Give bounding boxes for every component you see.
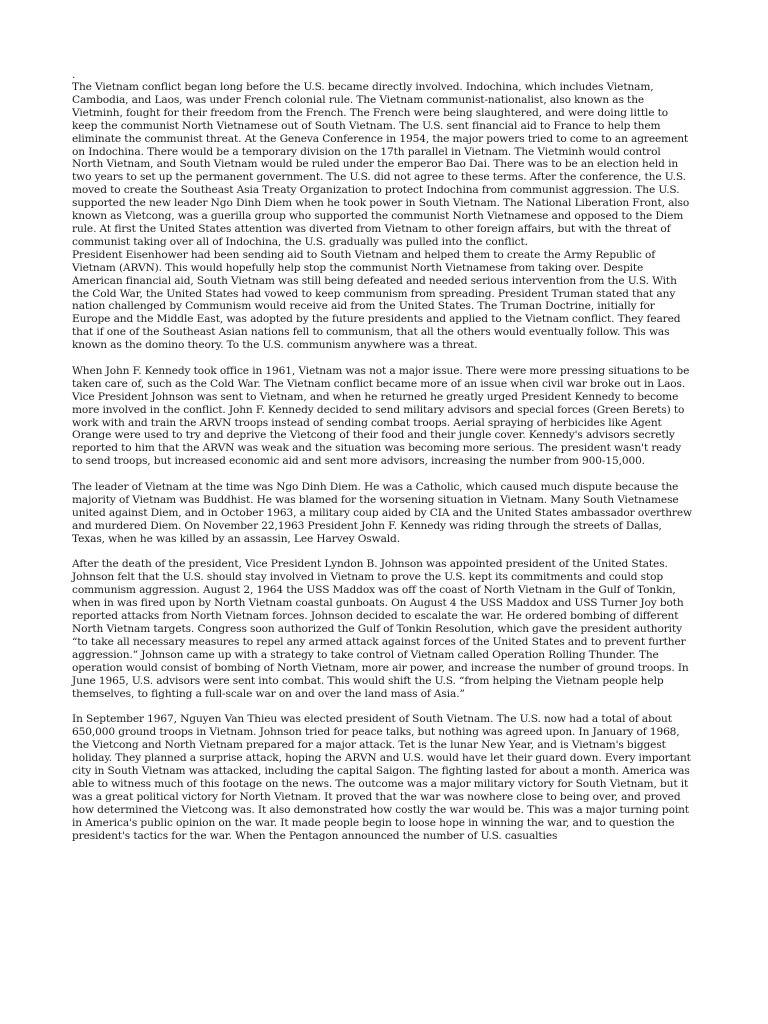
paragraph-ngo-dinh-diem: The leader of Vietnam at the time was Ngo Dinh Diem. He was a Catholic, which caused much dispute because the majority of Vietnam was Buddhist. He was blamed for the worsening situation in Vietnam. Many South Vietnamese united against Diem, and in October 1963, a military coup aided by CIA and the United States ambassador overthrew and murdered Diem. On November 22,1963 President John F. Kennedy was riding through the streets of Dallas, Texas, when he was killed by an assassin, Lee Harvey Oswald.: [72, 481, 692, 545]
leading-mark: .: [72, 69, 76, 81]
paragraph-johnson-gulf-of-tonkin: After the death of the president, Vice President Lyndon B. Johnson was appointed president of the United States. Johnson felt that the U.S. should stay involved in Vietnam to prove the U.S. kept its commitments and could stop communism aggression. August 2, 1964 the USS Maddox was off the coast of North Vietnam in the Gulf of Tonkin, when in was fired upon by North Vietnam coastal gunboats. On August 4 the USS Maddox and USS Turner Joy both reported attacks from North Vietnam forces. Johnson decided to escalate the war. He ordered bombing of different North Vietnam targets. Congress soon authorized the Gulf of Tonkin Resolution, which gave the president authority “to take all necessary measures to repel any armed attack against forces of the United States and to prevent further aggression.” Johnson came up with a strategy to take control of Vietnam called Operation Rolling Thunder. The operation would consist of bombing of North Vietnam, more air power, and increase the number of ground troops. In June 1965, U.S. advisors were sent into combat. This would shift the U.S. “from helping the Vietnam people help themselves, to fighting a full-scale war on and over the land mass of Asia.”: [72, 558, 689, 700]
document-body: [72, 70, 692, 842]
paragraph-kennedy-advisors: When John F. Kennedy took office in 1961, Vietnam was not a major issue. There were more pressing situations to be taken care of, such as the Cold War. The Vietnam conflict became more of an issue when civil war broke out in Laos. Vice President Johnson was sent to Vietnam, and when he returned he greatly urged President Kennedy to become more involved in the conflict. John F. Kennedy decided to send military advisors and special forces (Green Berets) to work with and train the ARVN troops instead of sending combat troops. Aerial spraying of herbicides like Agent Orange were used to try and deprive the Vietcong of their food and their jungle cover. Kennedy's advisors secretly reported to him that the ARVN was weak and the situation was becoming more serious. The president wasn't ready to send troops, but increased economic aid and sent more advisors, increasing the number from 900-15,000.: [72, 364, 690, 468]
paragraph-eisenhower-domino-theory: President Eisenhower had been sending aid to South Vietnam and helped them to create the Army Republic of Vietnam (ARVN). This would hopefully help stop the communist North Vietnamese from taking over. Despite American financial aid, South Vietnam was still being defeated and needed serious intervention from the U.S. With the Cold War, the United States had vowed to keep communism from spreading. President Truman stated that any nation challenged by Communism would receive aid from the United States. The Truman Doctrine, initially for Europe and the Middle East, was adopted by the future presidents and applied to the Vietnam conflict. They feared that if one of the Southeast Asian nations fell to communism, that all the others would eventually follow. This was known as the domino theory. To the U.S. communism anywhere was a threat.: [72, 248, 681, 352]
paragraph-tet-offensive: In September 1967, Nguyen Van Thieu was elected president of South Vietnam. The U.S. now had a total of about 650,000 ground troops in Vietnam. Johnson tried for peace talks, but nothing was agreed upon. In January of 1968, the Vietcong and North Vietnam prepared for a major attack. Tet is the lunar New Year, and is Vietnam's biggest holiday. They planned a surprise attack, hoping the ARVN and U.S. would have let their guard down. Every important city in South Vietnam was attacked, including the capital Saigon. The fighting lasted for about a month. America was able to witness much of this footage on the news. The outcome was a major military victory for South Vietnam, but it was a great political victory for North Vietnam. It proved that the war was nowhere close to being over, and proved how determined the Vietcong was. It also demonstrated how costly the war would be. This was a major turning point in America's public opinion on the war. It made people begin to loose hope in winning the war, and to question the president's tactics for the war. When the Pentagon announced the number of U.S. casualties: [72, 713, 691, 842]
paragraph-french-colonial-rule: The Vietnam conflict began long before the U.S. became directly involved. Indochina, which includes Vietnam, Cambodia, and Laos, was under French colonial rule. The Vietnam communist-nationalist, also known as the Vietminh, fought for their freedom from the French. The French were being slaughtered, and were doing little to keep the communist North Vietnamese out of South Vietnam. The U.S. sent financial aid to France to help them eliminate the communist threat. At the Geneva Conference in 1954, the major powers tried to come to an agreement on Indochina. There would be a temporary division on the 17th parallel in Vietnam. The Vietminh would control North Vietnam, and South Vietnam would be ruled under the emperor Bao Dai. There was to be an election held in two years to set up the permanent government. The U.S. did not agree to these terms. After the conference, the U.S. moved to create the Southeast Asia Treaty Organization to protect Indochina from communist aggression. The U.S. supported the new leader Ngo Dinh Diem when he took power in South Vietnam. The National Liberation Front, also known as Vietcong, was a guerilla group who supported the communist North Vietnamese and opposed to the Diem rule. At first the United States attention was diverted from Vietnam to other foreign affairs, but with the threat of communist taking over all of Indochina, the U.S. gradually was pulled into the conflict.: [72, 81, 690, 248]
